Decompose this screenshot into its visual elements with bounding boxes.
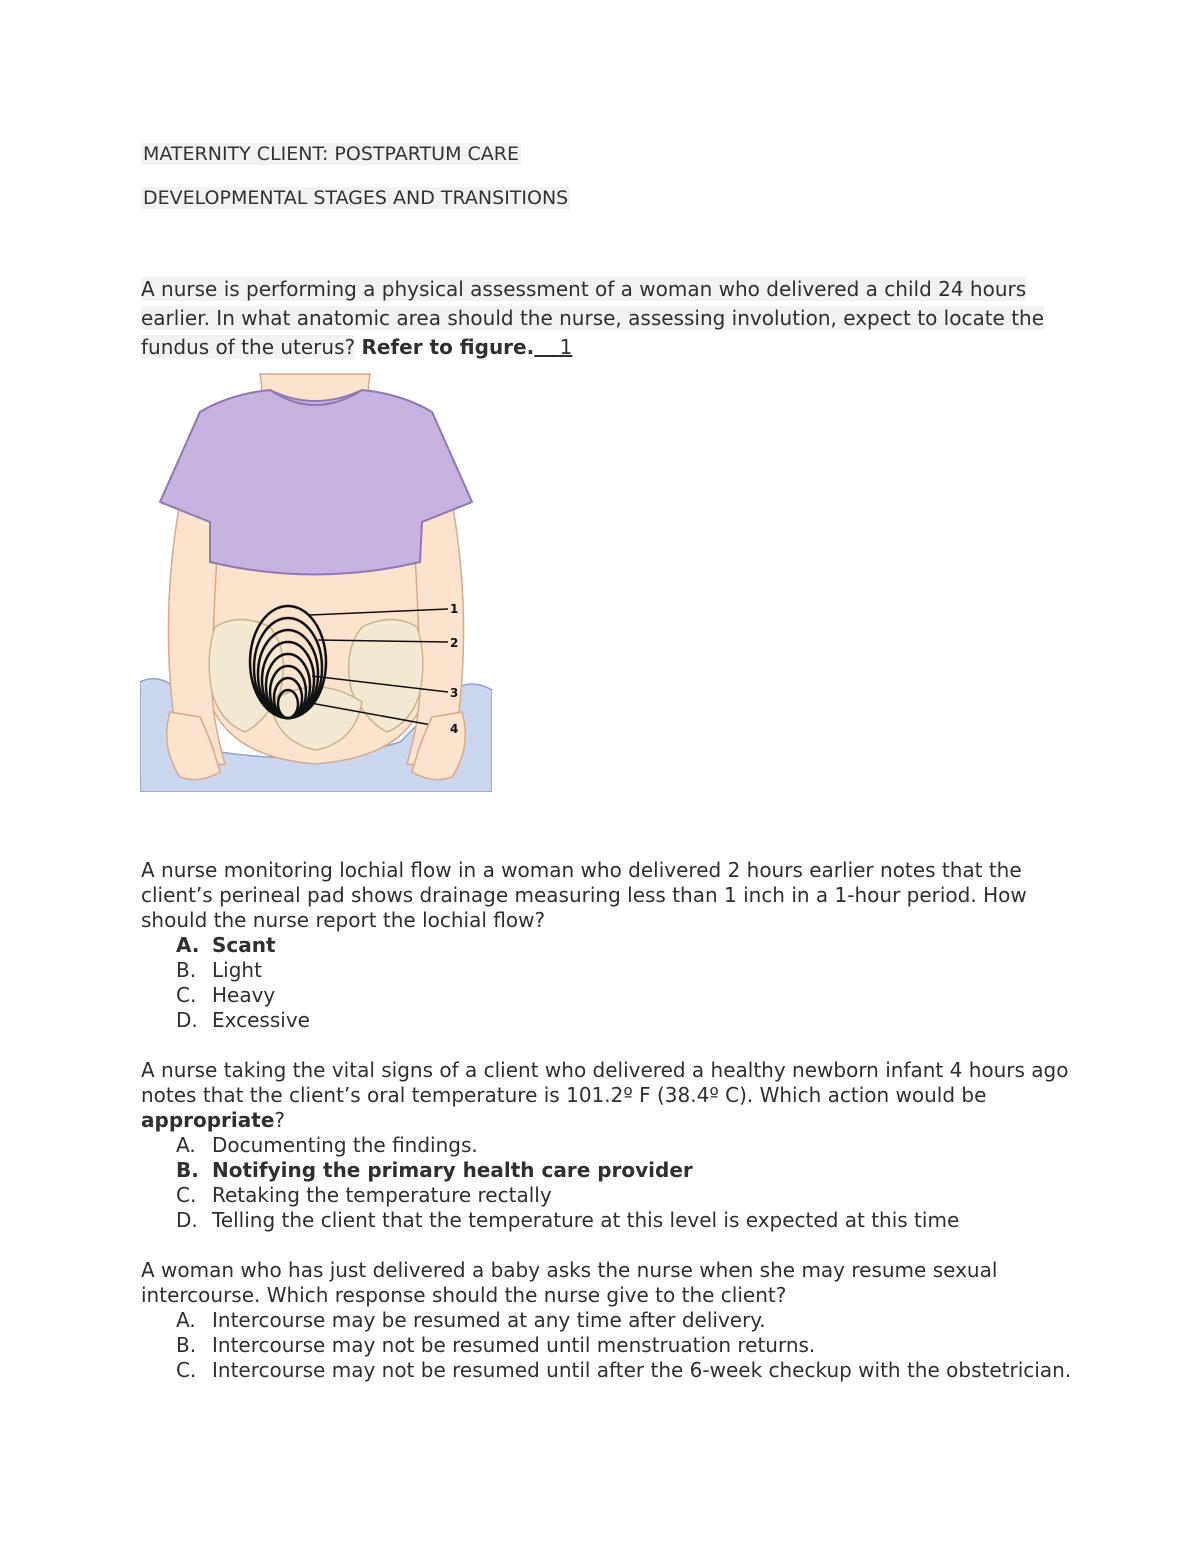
option-item: A. Intercourse may be resumed at any time after delivery. [176, 1308, 766, 1332]
figure-label-4: 4 [450, 722, 459, 736]
question-3-emphasis: appropriate [141, 1108, 275, 1132]
figure-label-3: 3 [450, 686, 459, 700]
question-1-text: A nurse is performing a physical assessment of a woman who delivered a child 24 hours earlier. In what anatomic area should the nurse, assessing involution, expect to locate the fundus of the uterus? [141, 277, 1045, 359]
uterus-involution-figure [140, 372, 492, 792]
option-item: B. Notifying the primary health care provider [176, 1158, 693, 1182]
option-item: C. Retaking the temperature rectally [176, 1183, 552, 1207]
option-item: D. Excessive [176, 1008, 310, 1032]
question-1-refer: Refer to figure. [361, 335, 535, 359]
question-1-answer: 1 [559, 335, 573, 359]
option-item: A. Documenting the findings. [176, 1133, 478, 1157]
option-item: B. Light [176, 958, 262, 982]
figure-label-1: 1 [450, 602, 459, 616]
option-item: A. Scant [176, 933, 276, 957]
figure-label-2: 2 [450, 636, 459, 650]
question-3-options [141, 1133, 1076, 1233]
question-2-text: A nurse monitoring lochial flow in a woman who delivered 2 hours earlier notes that the client’s perineal pad shows drainage measuring less than 1 inch in a 1-hour period. How should the nurse report the lochial flow? [141, 858, 1027, 932]
question-3 [141, 1058, 1076, 1233]
document-title: MATERNITY CLIENT: POSTPARTUM CARE [143, 143, 519, 165]
option-item: C. Intercourse may not be resumed until after the 6-week checkup with the obstetrician. [176, 1358, 1072, 1382]
option-item: D. Telling the client that the temperature at this level is expected at this time [176, 1208, 960, 1232]
document-subtitle: DEVELOPMENTAL STAGES AND TRANSITIONS [143, 187, 569, 209]
question-4 [141, 1258, 1076, 1383]
question-2 [141, 858, 1076, 1033]
question-2-options [141, 933, 1076, 1033]
question-3-text: A nurse taking the vital signs of a client who delivered a healthy newborn infant 4 hours ago notes that the client’s oral temperature is 101.2º F (38.4º C). Which action would be appropriate? [141, 1058, 1069, 1132]
option-item: B. Intercourse may not be resumed until menstruation returns. [176, 1333, 816, 1357]
question-1 [141, 275, 1071, 362]
question-4-text: A woman who has just delivered a baby asks the nurse when she may resume sexual intercourse. Which response should the nurse give to the client? [141, 1258, 998, 1307]
option-item: C. Heavy [176, 983, 276, 1007]
question-4-options [141, 1308, 1076, 1383]
